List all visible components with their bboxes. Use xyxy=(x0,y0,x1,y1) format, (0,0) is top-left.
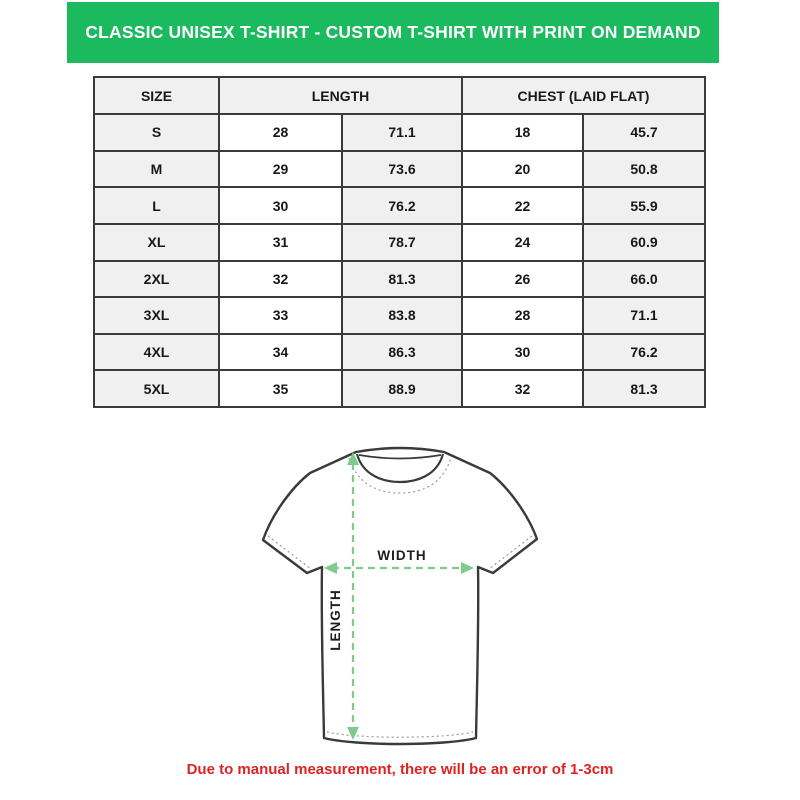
length-cm-cell: 73.6 xyxy=(342,151,462,188)
chest-in-cell: 22 xyxy=(462,187,583,224)
size-cell: 5XL xyxy=(94,370,219,407)
table-row xyxy=(94,370,705,407)
page-title: CLASSIC UNISEX T-SHIRT - CUSTOM T-SHIRT WITH PRINT ON DEMAND xyxy=(85,22,701,42)
chest-cm-cell: 76.2 xyxy=(583,334,705,371)
length-in-cell: 32 xyxy=(219,261,342,298)
size-cell: 3XL xyxy=(94,297,219,334)
table-row xyxy=(94,224,705,261)
chest-cm-cell: 60.9 xyxy=(583,224,705,261)
length-in-cell: 31 xyxy=(219,224,342,261)
measurement-disclaimer: Due to manual measurement, there will be an error of 1-3cm xyxy=(186,761,614,778)
size-cell: S xyxy=(94,114,219,151)
length-in-cell: 29 xyxy=(219,151,342,188)
table-row xyxy=(94,151,705,188)
title-banner xyxy=(67,2,719,63)
table-row xyxy=(94,297,705,334)
tshirt-measurement-diagram xyxy=(240,430,560,750)
chest-in-cell: 32 xyxy=(462,370,583,407)
col-header-chest: CHEST (LAID FLAT) xyxy=(462,77,705,114)
table-row xyxy=(94,187,705,224)
length-cm-cell: 76.2 xyxy=(342,187,462,224)
chest-in-cell: 30 xyxy=(462,334,583,371)
table-row xyxy=(94,261,705,298)
length-in-cell: 28 xyxy=(219,114,342,151)
size-cell: L xyxy=(94,187,219,224)
table-row xyxy=(94,114,705,151)
length-in-cell: 33 xyxy=(219,297,342,334)
size-cell: M xyxy=(94,151,219,188)
length-cm-cell: 86.3 xyxy=(342,334,462,371)
length-cm-cell: 81.3 xyxy=(342,261,462,298)
col-header-length: LENGTH xyxy=(219,77,462,114)
size-cell: 4XL xyxy=(94,334,219,371)
length-cm-cell: 71.1 xyxy=(342,114,462,151)
length-cm-cell: 83.8 xyxy=(342,297,462,334)
tshirt-outline xyxy=(263,448,537,744)
length-cm-cell: 78.7 xyxy=(342,224,462,261)
chest-in-cell: 20 xyxy=(462,151,583,188)
size-cell: XL xyxy=(94,224,219,261)
length-in-cell: 34 xyxy=(219,334,342,371)
chest-cm-cell: 55.9 xyxy=(583,187,705,224)
width-label: WIDTH xyxy=(377,548,427,563)
length-label: LENGTH xyxy=(328,589,343,651)
length-in-cell: 35 xyxy=(219,370,342,407)
chest-cm-cell: 71.1 xyxy=(583,297,705,334)
size-cell: 2XL xyxy=(94,261,219,298)
size-chart-table xyxy=(93,76,706,408)
table-row xyxy=(94,334,705,371)
chest-in-cell: 26 xyxy=(462,261,583,298)
chest-cm-cell: 81.3 xyxy=(583,370,705,407)
chest-cm-cell: 50.8 xyxy=(583,151,705,188)
length-in-cell: 30 xyxy=(219,187,342,224)
chest-in-cell: 24 xyxy=(462,224,583,261)
length-cm-cell: 88.9 xyxy=(342,370,462,407)
chest-in-cell: 18 xyxy=(462,114,583,151)
header-row xyxy=(94,77,705,114)
col-header-size: SIZE xyxy=(94,77,219,114)
chest-in-cell: 28 xyxy=(462,297,583,334)
chest-cm-cell: 45.7 xyxy=(583,114,705,151)
chest-cm-cell: 66.0 xyxy=(583,261,705,298)
